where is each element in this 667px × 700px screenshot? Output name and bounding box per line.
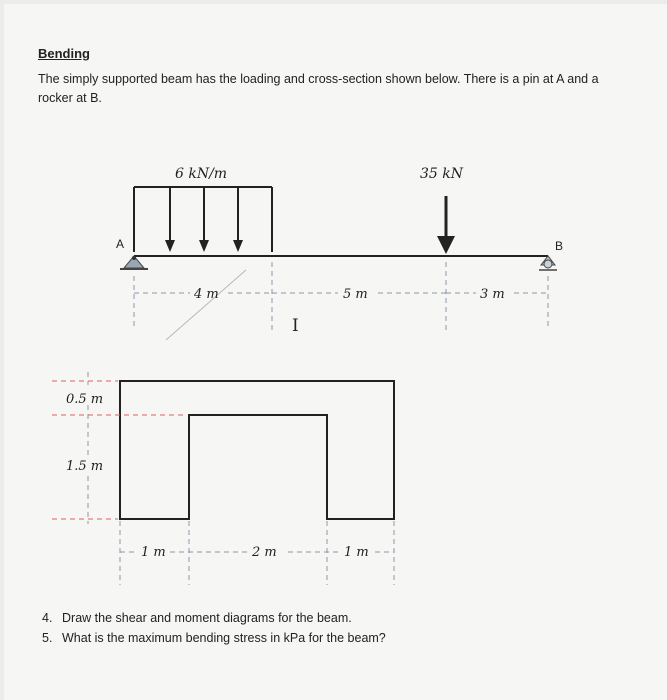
question-text: Draw the shear and moment diagrams for the beam. — [62, 611, 352, 625]
problem-statement: The simply supported beam has the loading and cross-section shown below. There is a pin at A and a rocker at B. — [38, 72, 599, 105]
beam-dim-5m: 5 m — [343, 287, 368, 302]
support-b-label: B — [555, 239, 564, 253]
cross-section-shape — [120, 381, 394, 519]
section-heading: Bending — [38, 46, 90, 61]
section-dim-web: 1.5 m — [66, 459, 104, 474]
pin-support-a — [120, 256, 148, 269]
section-marker-label: I — [292, 316, 299, 336]
point-load-arrow — [437, 196, 455, 254]
question-number: 5. — [42, 631, 53, 645]
load-arrow — [165, 187, 175, 252]
load-arrow — [199, 187, 209, 252]
load-arrow — [233, 187, 243, 252]
beam-dim-3m: 3 m — [480, 287, 505, 302]
section-dim-middle: 2 m — [252, 545, 277, 560]
question-text: What is the maximum bending stress in kPa for the beam? — [62, 631, 386, 645]
support-a-label: A — [116, 237, 125, 251]
point-load-label: 35 kN — [420, 166, 463, 182]
rocker-support-b — [539, 256, 557, 270]
question-list — [42, 608, 386, 648]
question-item — [42, 608, 386, 628]
question-item — [42, 628, 386, 648]
section-dim-right: 1 m — [344, 545, 369, 560]
question-number: 4. — [42, 611, 53, 625]
pencil-mark — [166, 270, 246, 340]
beam-dim-4m: 4 m — [194, 287, 219, 302]
distributed-load-label: 6 kN/m — [175, 166, 228, 182]
distributed-load — [134, 187, 272, 252]
section-dim-flange: 0.5 m — [66, 392, 104, 407]
section-dim-left: 1 m — [141, 545, 166, 560]
